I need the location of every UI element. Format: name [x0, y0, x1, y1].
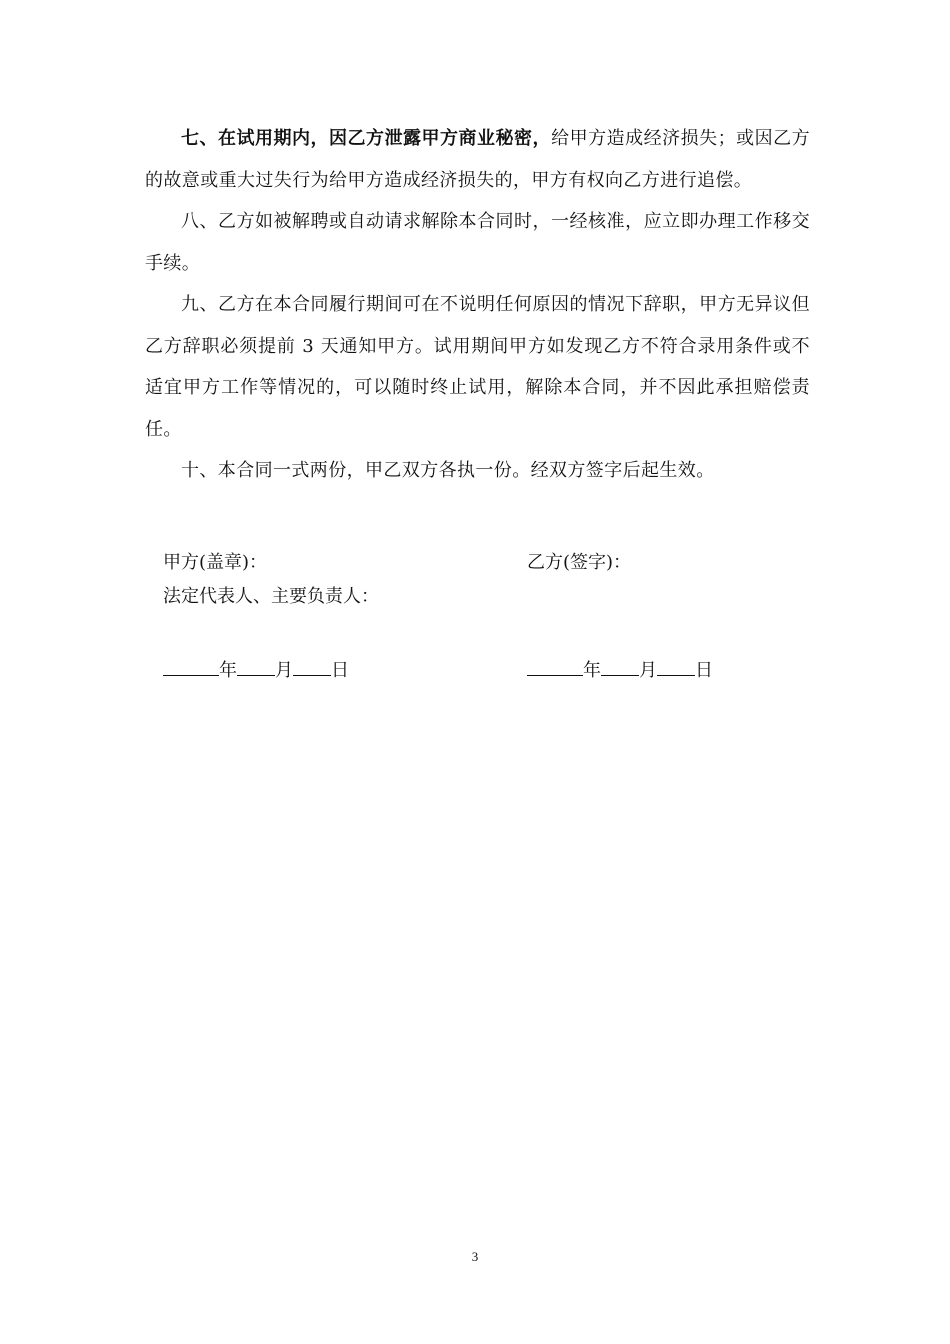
- signature-block: [163, 548, 783, 690]
- party-b-label: 乙方(签字)：: [527, 552, 632, 573]
- day-blank: [293, 657, 331, 676]
- clause-7-text: 给甲方造成经济损失；或因乙方的故意或重大过失行为给甲方造成经济损失的，甲方有权向乙方进行追偿。: [145, 128, 810, 191]
- legal-representative-label: 法定代表人、主要负责人：: [163, 586, 379, 607]
- clause-10: 十、本合同一式两份，甲乙双方各执一份。经双方签字后起生效。: [181, 460, 715, 481]
- day-label: 日: [695, 660, 713, 681]
- date-row: [163, 656, 783, 690]
- clause-9: 九、乙方在本合同履行期间可在不说明任何原因的情况下辞职，甲方无异议但乙方辞职必须提前 3 天通知甲方。试用期间甲方如发现乙方不符合录用条件或不适宜甲方工作等情况的，可以随时终止试用，解除本合同，并不因此承担赔偿责任。: [145, 294, 810, 440]
- clause-7: [145, 118, 810, 201]
- clause-8: 八、乙方如被解聘或自动请求解除本合同时，一经核准，应立即办理工作移交手续。: [145, 211, 810, 274]
- party-a-label: 甲方(盖章)：: [163, 552, 268, 573]
- day-blank: [657, 657, 695, 676]
- party-a-date: [163, 656, 349, 682]
- party-labels-row: [163, 548, 783, 582]
- legal-rep-row: [163, 582, 783, 616]
- month-blank: [237, 657, 275, 676]
- contract-body: [145, 118, 810, 492]
- day-label: 日: [331, 660, 349, 681]
- page-number: 3: [471, 1249, 479, 1264]
- year-blank: [527, 657, 583, 676]
- month-label: 月: [639, 660, 657, 681]
- year-label: 年: [219, 660, 237, 681]
- year-label: 年: [583, 660, 601, 681]
- month-label: 月: [275, 660, 293, 681]
- month-blank: [601, 657, 639, 676]
- clause-7-bold-lead: 七、在试用期内，因乙方泄露甲方商业秘密，: [181, 128, 552, 149]
- year-blank: [163, 657, 219, 676]
- party-b-date: [527, 656, 713, 682]
